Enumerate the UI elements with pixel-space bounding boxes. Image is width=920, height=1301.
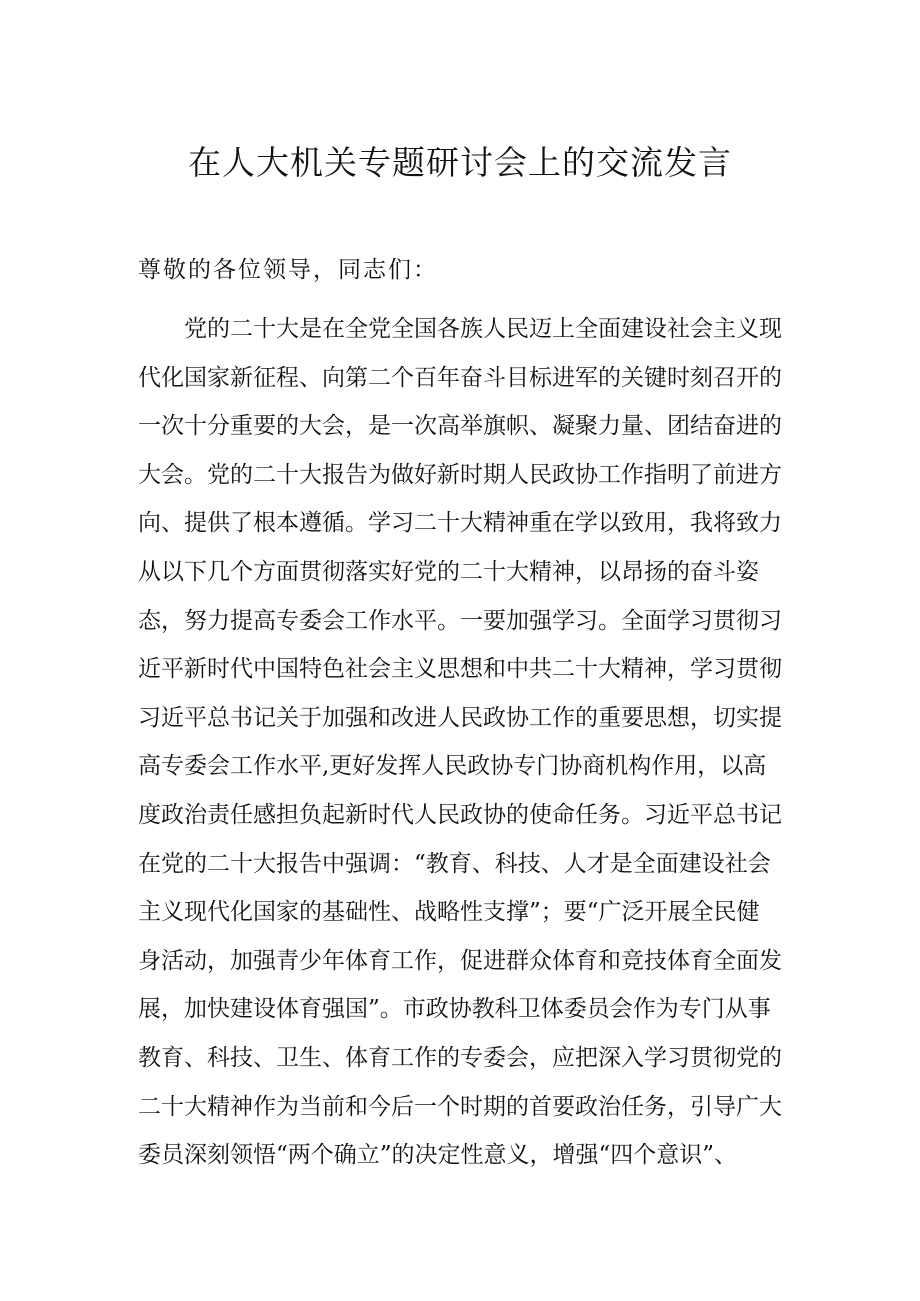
body-line: 一次十分重要的大会，是一次高举旗帜、凝聚力量、团结奋进的 (138, 413, 782, 440)
body-line: 展，加快建设体育强国”。市政协教科卫体委员会作为专门从事 (138, 996, 771, 1023)
body-line: 委员深刻领悟“两个确立”的决定性意义，增强“四个意识”、 (138, 1142, 738, 1169)
body-line: 教育、科技、卫生、体育工作的专委会，应把深入学习贯彻党的 (138, 1044, 782, 1071)
body-line: 党的二十大是在全党全国各族人民迈上全面建设社会主义现 (184, 316, 782, 342)
body-line: 态，努力提高专委会工作水平。一要加强学习。全面学习贯彻习 (138, 607, 782, 634)
body-line: 向、提供了根本遵循。学习二十大精神重在学以致用，我将致力 (138, 510, 782, 537)
salutation: 尊敬的各位领导，同志们： (138, 257, 438, 283)
body-line: 身活动，加强青少年体育工作，促进群众体育和竞技体育全面发 (138, 947, 782, 974)
body-line: 二十大精神作为当前和今后一个时期的首要政治任务，引导广大 (138, 1093, 782, 1120)
body-line: 代化国家新征程、向第二个百年奋斗目标进军的关键时刻召开的 (138, 364, 782, 391)
body-line: 度政治责任感担负起新时代人民政协的使命任务。习近平总书记 (138, 801, 782, 828)
body-line: 大会。党的二十大报告为做好新时期人民政协工作指明了前进方 (138, 461, 782, 488)
body-line: 主义现代化国家的基础性、战略性支撑”；要“广泛开展全民健 (138, 899, 760, 926)
body-line: 近平新时代中国特色社会主义思想和中共二十大精神，学习贯彻 (138, 656, 782, 683)
body-line: 高专委会工作水平,更好发挥人民政协专门协商机构作用，以高 (138, 753, 767, 780)
body-line: 从以下几个方面贯彻落实好党的二十大精神，以昂扬的奋斗姿 (138, 558, 759, 585)
body-line: 习近平总书记关于加强和改进人民政协工作的重要思想，切实提 (138, 704, 782, 731)
body-paragraph (138, 305, 798, 1180)
document-title: 在人大机关专题研讨会上的交流发言 (188, 143, 732, 182)
body-line: 在党的二十大报告中强调：“教育、科技、人才是全面建设社会 (138, 850, 771, 877)
